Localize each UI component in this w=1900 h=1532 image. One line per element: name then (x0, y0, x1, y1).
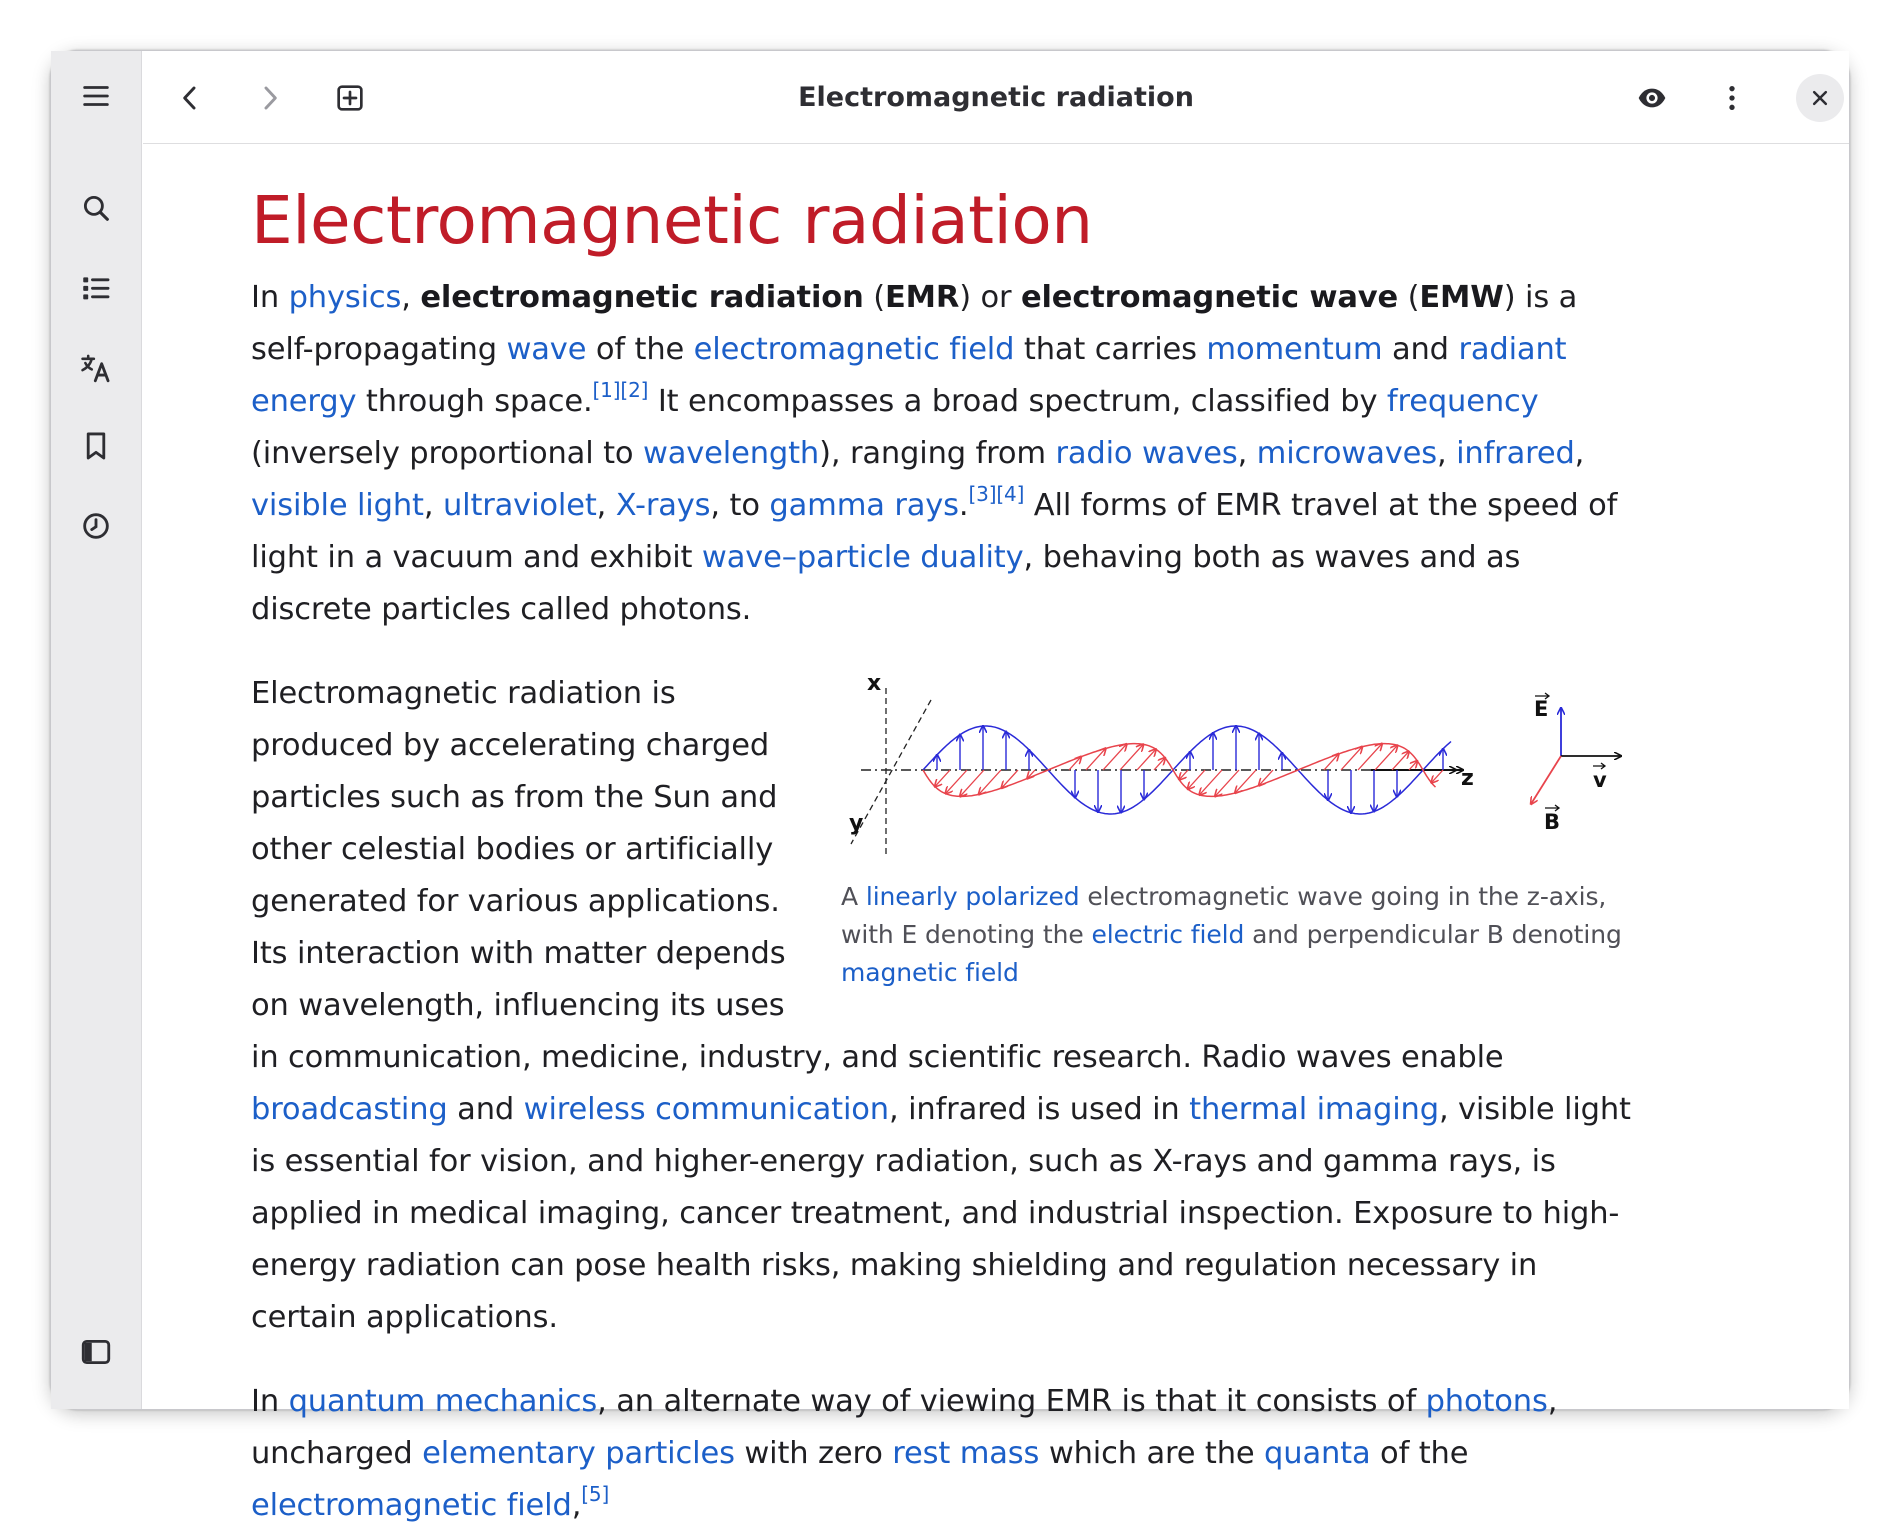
close-icon (1810, 88, 1830, 108)
link-radiant-energy[interactable]: radiant energy (251, 331, 1567, 419)
translate-icon (79, 351, 113, 385)
label-e: E (1534, 696, 1549, 721)
languages-button[interactable] (67, 339, 125, 397)
b-vector (1531, 756, 1561, 804)
bookmark-icon (79, 429, 113, 463)
figure-em-wave (831, 666, 1631, 992)
chevron-right-icon (254, 82, 286, 114)
magnetic-field-vector (1409, 760, 1417, 769)
label-b: B (1544, 809, 1561, 834)
toggle-sidebar-button[interactable] (67, 1323, 125, 1381)
new-tab-button[interactable] (321, 69, 379, 127)
search-button[interactable] (67, 179, 125, 237)
view-button[interactable] (1623, 69, 1681, 127)
link-visible-light[interactable]: visible light (251, 487, 424, 523)
magnetic-field-vector (1188, 770, 1205, 789)
paragraph-production: Electromagnetic radiation is produced by accelerating charged particles such as from the Sun and other celestial bodies or artificially generated for various applications. Its interaction with matter depends on wavelength, influencing its uses in communication, medicine, industry, and scientific research. Radio waves enable broadcasting and wireless communication, infrared is used in thermal imaging, visible light is essential for vision, and higher-energy radiation, such as X-rays and gamma rays, is applied in medical imaging, cancer treatment, and industrial inspection. Exposure to high-energy radiation can pose health risks, making shielding and regulation necessary in certain applications. (251, 675, 1631, 1335)
forward-button[interactable] (241, 69, 299, 127)
reference-1-2[interactable]: [1][2] (592, 377, 649, 402)
link-physics[interactable]: physics (288, 279, 402, 315)
link-frequency[interactable]: frequency (1386, 383, 1539, 419)
label-x: x (867, 670, 882, 696)
link-gamma-rays[interactable]: gamma rays (769, 487, 959, 523)
link-wavelength[interactable]: wavelength (642, 435, 820, 471)
link-infrared[interactable]: infrared (1456, 435, 1575, 471)
diagram-axes (851, 688, 1463, 856)
link-magnetic-field[interactable]: magnetic field (841, 957, 1019, 987)
link-x-rays[interactable]: X-rays (615, 487, 711, 523)
sidebar-icon (79, 1335, 113, 1369)
link-quantum-mechanics[interactable]: quantum mechanics (288, 1383, 598, 1419)
search-icon (79, 191, 113, 225)
label-v: v (1593, 767, 1607, 792)
label-y: y (849, 810, 864, 836)
history-icon (79, 509, 113, 543)
close-button[interactable] (1796, 74, 1844, 122)
back-button[interactable] (161, 69, 219, 127)
link-wave[interactable]: wave (506, 331, 587, 367)
magnetic-field-vector (1375, 745, 1397, 770)
article (251, 145, 1631, 1532)
reference-3-4[interactable]: [3][4] (968, 481, 1025, 506)
paragraph-intro: In physics, electromagnetic radiation (EMR) or electromagnetic wave (EMW) is a self-propagating wave of the electromagnetic field that carries momentum and radiant energy through space.[1][2] It encompasses a broad spectrum, classified by frequency (inversely proportional to wavelength), ranging from radio waves, microwaves, infrared, visible light, ultraviolet, X-rays, to gamma rays.[3][4] All forms of EMR travel at the speed of light in a vacuum and exhibit wave–particle duality, behaving both as waves and as discrete particles called photons. (251, 279, 1618, 627)
em-wave-diagram[interactable] (831, 666, 1631, 866)
magnetic-field-vector (935, 770, 950, 787)
link-linearly-polarized[interactable]: linearly polarized (865, 881, 1080, 911)
header-bar (143, 51, 1849, 144)
link-electric-field[interactable]: electric field (1091, 919, 1245, 949)
magnetic-field-vector (1199, 770, 1222, 795)
link-thermal-imaging[interactable]: thermal imaging (1189, 1091, 1439, 1127)
link-wave-particle-duality[interactable]: wave–particle duality (701, 539, 1024, 575)
link-rest-mass[interactable]: rest mass (892, 1435, 1040, 1471)
history-button[interactable] (67, 497, 125, 555)
paragraph-quantum: In quantum mechanics, an alternate way of viewing EMR is that it consists of photons, uncharged elementary particles with zero rest mass which are the quanta of the electromagnetic field,[5] (251, 1383, 1558, 1523)
menu-icon (79, 79, 113, 113)
link-electromagnetic-field[interactable]: electromagnetic field (693, 331, 1015, 367)
reference-5[interactable]: [5] (581, 1481, 610, 1506)
figure-caption: A linearly polarized electromagnetic wave going in the z-axis, with E denoting the electric field and perpendicular B denoting magnetic field (841, 881, 1622, 987)
app-window (50, 50, 1850, 1523)
label-z: z (1461, 765, 1474, 791)
link-microwaves[interactable]: microwaves (1256, 435, 1437, 471)
magnetic-field-vector (1154, 757, 1165, 769)
magnetic-field-vector (979, 770, 1001, 794)
more-menu-button[interactable] (1703, 69, 1761, 127)
more-vertical-icon (1716, 82, 1748, 114)
link-broadcasting[interactable]: broadcasting (251, 1091, 448, 1127)
link-quanta[interactable]: quanta (1264, 1435, 1371, 1471)
magnetic-field-vector (1137, 749, 1156, 770)
link-photons[interactable]: photons (1425, 1383, 1548, 1419)
eye-icon (1636, 82, 1668, 114)
magnetic-field-vector (1431, 770, 1443, 783)
magnetic-field-vector (946, 770, 967, 794)
magnetic-field-vector (1179, 770, 1188, 780)
magnetic-field-vector (1392, 751, 1409, 770)
link-ultraviolet[interactable]: ultraviolet (442, 487, 597, 523)
chevron-left-icon (174, 82, 206, 114)
page-title: Electromagnetic radiation (251, 182, 1093, 259)
main-area (143, 51, 1849, 1523)
article-viewport[interactable] (143, 145, 1849, 1523)
link-elementary-particles[interactable]: elementary particles (422, 1435, 735, 1471)
link-electromagnetic-field-2[interactable]: electromagnetic field (251, 1487, 572, 1523)
link-radio-waves[interactable]: radio waves (1055, 435, 1238, 471)
list-icon (79, 271, 113, 305)
menu-button[interactable] (67, 67, 125, 125)
contents-button[interactable] (67, 259, 125, 317)
bookmarks-button[interactable] (67, 417, 125, 475)
add-tab-icon (334, 82, 366, 114)
link-momentum[interactable]: momentum (1206, 331, 1383, 367)
sidebar (51, 51, 142, 1409)
link-wireless-communication[interactable]: wireless communication (523, 1091, 889, 1127)
window-title: Electromagnetic radiation (798, 82, 1194, 113)
